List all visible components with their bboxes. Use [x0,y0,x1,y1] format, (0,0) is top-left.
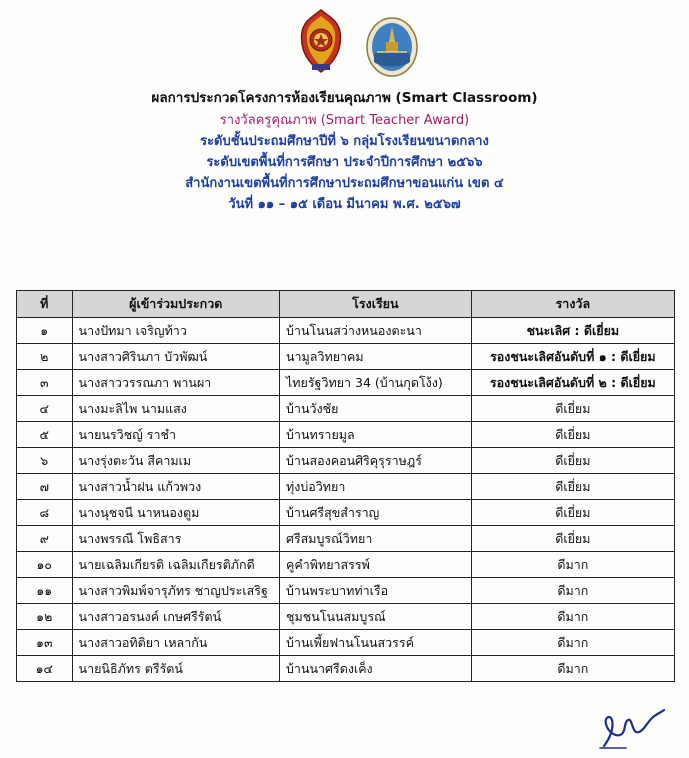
school-name: ชุมชนโนนสมบูรณ์ [279,604,471,630]
participant-name: นางพรรณี โพธิสาร [72,526,279,552]
table-header-row [17,291,675,318]
school-name: ศรีสมบูรณ์วิทยา [279,526,471,552]
school-name: ทุ่งบ่อวิทยา [279,474,471,500]
award-result: ดีมาก [471,656,674,682]
award-result: ดีเยี่ยม [471,396,674,422]
school-name: บ้านทรายมูล [279,422,471,448]
award-result: ดีมาก [471,604,674,630]
participant-name: นายเฉลิมเกียรติ เฉลิมเกียรติภักดี [72,552,279,578]
award-result: ดีเยี่ยม [471,448,674,474]
table-row [17,396,675,422]
school-name: บ้านโนนสว่างหนองตะนา [279,318,471,344]
award-result: ดีมาก [471,578,674,604]
row-number: ๑๔ [17,656,73,682]
row-number: ๑๓ [17,630,73,656]
row-number: ๕ [17,422,73,448]
row-number: ๑ [17,318,73,344]
table-row [17,630,675,656]
school-emblem-icon [298,8,344,74]
table-row [17,318,675,344]
table-row [17,552,675,578]
header-number: ที่ [17,291,73,318]
participant-name: นายนรวิชญ์ ราชำ [72,422,279,448]
school-name: คูคำพิทยาสรรพ์ [279,552,471,578]
signature-mark [596,708,666,752]
header-logos [0,8,689,88]
school-name: บ้านสองคอนศิริคุรุราษฎร์ [279,448,471,474]
participant-name: นางรุ่งตะวัน สีคามเม [72,448,279,474]
award-result: ดีเยี่ยม [471,526,674,552]
award-result: ชนะเลิศ : ดีเยี่ยม [471,318,674,344]
row-number: ๖ [17,448,73,474]
document-title: ผลการประกวดโครงการห้องเรียนคุณภาพ (Smart Classroom) [151,90,538,106]
competition-level: ระดับชั้นประถมศึกษาปีที่ ๖ กลุ่มโรงเรียนขนาดกลาง [200,134,489,149]
education-office-emblem-icon [365,16,419,78]
table-row [17,474,675,500]
table-row [17,526,675,552]
participant-name: นางสาวศิรินภา บัวพัฒน์ [72,344,279,370]
table-row [17,370,675,396]
participant-name: นางสาวอทิติยา เหลากัน [72,630,279,656]
school-name: ไทยรัฐวิทยา 34 (บ้านกุดโง้ง) [279,370,471,396]
award-result: รองชนะเลิศอันดับที่ ๑ : ดีเยี่ยม [471,344,674,370]
school-name: นามูลวิทยาคม [279,344,471,370]
row-number: ๗ [17,474,73,500]
award-result: ดีเยี่ยม [471,422,674,448]
header-school: โรงเรียน [279,291,471,318]
participant-name: นางสาววรรณภา พานผา [72,370,279,396]
award-result: ดีเยี่ยม [471,500,674,526]
education-office: สำนักงานเขตพื้นที่การศึกษาประถมศึกษาขอนแก่น เขต ๔ [185,176,504,191]
table-row [17,422,675,448]
school-name: บ้านศรีสุขสำราญ [279,500,471,526]
table-row [17,448,675,474]
table-row [17,344,675,370]
competition-area: ระดับเขตพื้นที่การศึกษา ประจำปีการศึกษา ๒๕๖๖ [206,155,483,170]
participant-name: นายนิธิภัทร ตรีรัตน์ [72,656,279,682]
participant-name: นางสาวพิมพ์จารุภัทร ชาญประเสริฐ [72,578,279,604]
header-participant: ผู้เข้าร่วมประกวด [72,291,279,318]
participant-name: นางปัทมา เจริญท้าว [72,318,279,344]
table-row [17,578,675,604]
row-number: ๑๐ [17,552,73,578]
participant-name: นางสาวอรนงค์ เกษศรีรัตน์ [72,604,279,630]
award-result: รองชนะเลิศอันดับที่ ๒ : ดีเยี่ยม [471,370,674,396]
school-name: บ้านวังชัย [279,396,471,422]
competition-date: วันที่ ๑๑ – ๑๕ เดือน มีนาคม พ.ศ. ๒๕๖๗ [228,197,461,212]
table-row [17,656,675,682]
row-number: ๒ [17,344,73,370]
row-number: ๓ [17,370,73,396]
table-row [17,604,675,630]
participant-name: นางสาวน้ำฝน แก้วพวง [72,474,279,500]
participant-name: นางนุชจนี นาหนองตูม [72,500,279,526]
results-table [16,290,675,682]
row-number: ๑๒ [17,604,73,630]
award-result: ดีมาก [471,630,674,656]
header-award: รางวัล [471,291,674,318]
school-name: บ้านเพี้ยฟานโนนสวรรค์ [279,630,471,656]
school-name: บ้านนาศรีดงเค็ง [279,656,471,682]
award-result: ดีมาก [471,552,674,578]
row-number: ๑๑ [17,578,73,604]
table-row [17,500,675,526]
participant-name: นางมะลิไพ นามแสง [72,396,279,422]
school-name: บ้านพระบาทท่าเรือ [279,578,471,604]
row-number: ๔ [17,396,73,422]
row-number: ๘ [17,500,73,526]
award-name: รางวัลครูคุณภาพ (Smart Teacher Award) [219,113,470,128]
award-result: ดีเยี่ยม [471,474,674,500]
document-header [0,88,689,215]
row-number: ๙ [17,526,73,552]
